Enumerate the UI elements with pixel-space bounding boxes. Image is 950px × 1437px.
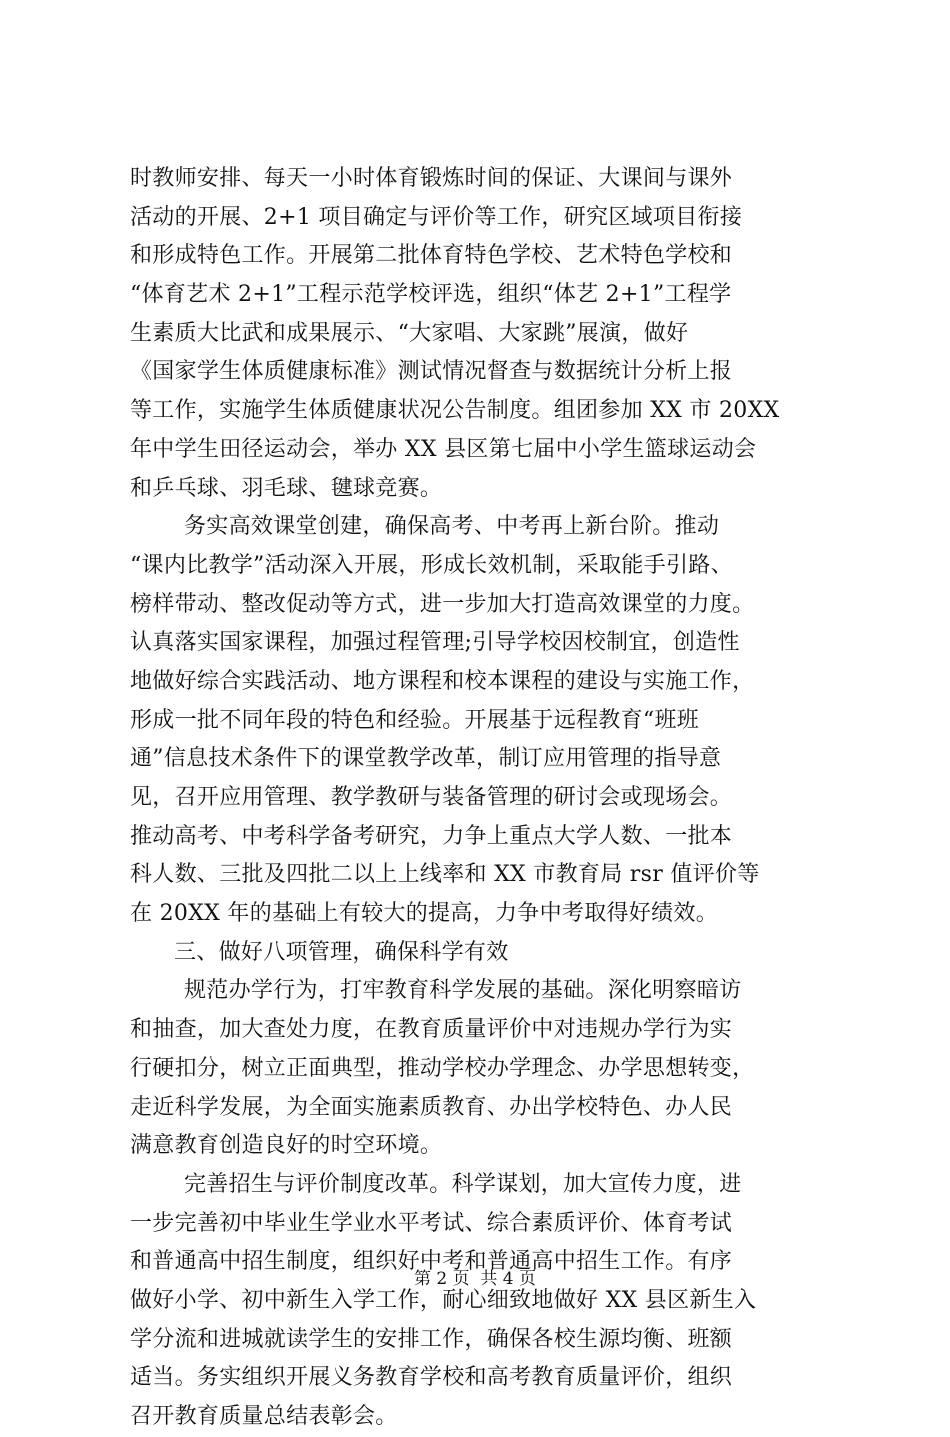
text-line: 适当。务实组织开展义务教育学校和高考教育质量评价，组织	[130, 1365, 733, 1391]
text-line: 榜样带动、整改促动等方式，进一步加大打造高效课堂的力度。	[130, 591, 755, 617]
section-heading: 三、做好八项管理，确保科学有效	[174, 939, 509, 965]
text-line: 行硬扣分，树立正面典型，推动学校办学理念、办学思想转变，	[130, 1055, 755, 1081]
text-line: 科人数、三批及四批二以上上线率和 XX 市教育局 rsr 值评价等	[130, 862, 760, 888]
paragraph-start-line: 规范办学行为，打牢教育科学发展的基础。深化明察暗访	[184, 978, 742, 1004]
text-line: 年中学生田径运动会，举办 XX 县区第七届中小学生篮球运动会	[130, 436, 757, 462]
page-number-label: 第 2 页 共 4 页	[413, 1269, 537, 1289]
page-footer	[0, 1268, 950, 1290]
text-line: 生素质大比武和成果展示、“大家唱、大家跳”展演，做好	[130, 320, 689, 346]
text-line: 《国家学生体质健康标准》测试情况督查与数据统计分析上报	[130, 359, 733, 385]
text-line: 活动的开展、2+1 项目确定与评价等工作，研究区域项目衔接	[130, 204, 743, 230]
text-line: 见，召开应用管理、教学教研与装备管理的研讨会或现场会。	[130, 785, 733, 810]
text-line: 和形成特色工作。开展第二批体育特色学校、艺术特色学校和	[130, 243, 733, 269]
text-line: 地做好综合实践活动、地方课程和校本课程的建设与实施工作，	[130, 668, 755, 694]
text-line: 形成一批不同年段的特色和经验。开展基于远程教育“班班	[130, 707, 700, 733]
text-line: 满意教育创造良好的时空环境。	[130, 1133, 443, 1159]
text-line: “体育艺术 2+1”工程示范学校评选，组织“体艺 2+1”工程学	[130, 282, 732, 308]
paragraph-start-line: 务实高效课堂创建，确保高考、中考再上新台阶。推动	[184, 514, 720, 540]
text-line: 和乒乓球、羽毛球、毽球竞赛。	[130, 475, 443, 501]
text-line: 时教师安排、每天一小时体育锻炼时间的保证、大课间与课外	[130, 166, 733, 191]
text-line: 等工作，实施学生体质健康状况公告制度。组团参加 XX 市 20XX	[130, 398, 780, 424]
document-body	[130, 160, 836, 1437]
text-line: 和抽查，加大查处力度，在教育质量评价中对违规办学行为实	[130, 1017, 733, 1043]
text-line: 认真落实国家课程，加强过程管理;引导学校因校制宜，创造性	[130, 630, 740, 656]
text-line: 通”信息技术条件下的课堂教学改革，制订应用管理的指导意	[130, 746, 722, 772]
text-line: 走近科学发展，为全面实施素质教育、办出学校特色、办人民	[130, 1094, 733, 1120]
text-line: 做好小学、初中新生入学工作，耐心细致地做好 XX 县区新生入	[130, 1287, 757, 1313]
text-line: “课内比教学”活动深入开展，形成长效机制，采取能手引路、	[130, 552, 733, 578]
paragraph-start-line: 完善招生与评价制度改革。科学谋划，加大宣传力度，进	[184, 1171, 742, 1197]
text-line: 学分流和进城就读学生的安排工作，确保各校生源均衡、班额	[130, 1326, 733, 1352]
text-line: 和普通高中招生制度，组织好中考和普通高中招生工作。有序	[130, 1249, 733, 1275]
text-line: 召开教育质量总结表彰会。	[130, 1404, 398, 1429]
text-line: 推动高考、中考科学备考研究，力争上重点大学人数、一批本	[130, 823, 733, 849]
text-line: 在 20XX 年的基础上有较大的提高，力争中考取得好绩效。	[130, 901, 719, 927]
text-line: 一步完善初中毕业生学业水平考试、综合素质评价、体育考试	[130, 1210, 733, 1236]
